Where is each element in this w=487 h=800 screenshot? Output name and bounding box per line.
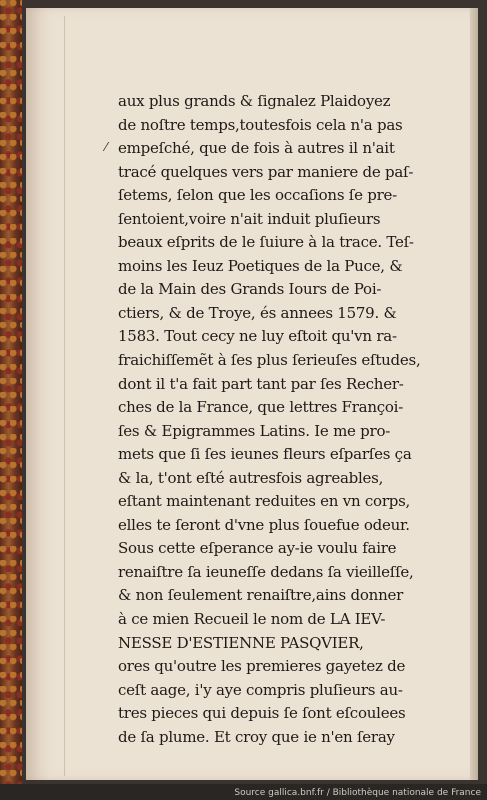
text-line: Sous cette eſperance ay-ie voulu faire [118, 539, 397, 558]
text-line: aux plus grands & ſignalez Plaidoyez [118, 92, 391, 110]
margin-mark: ⁄ [105, 140, 108, 154]
text-line: renaiſtre ſa ieuneſſe dedans ſa vieilleſſe, [118, 562, 414, 581]
text-line: mets que ſi ſes ieunes fleurs eſparſes ça [118, 445, 412, 464]
text-line: fraichiſſemẽt à ſes plus ſerieuſes eſtudes, [118, 351, 421, 370]
text-line: moins les Ieuz Poetiques de la Puce, & [118, 256, 403, 275]
text-line: ores qu'outre les premieres gayetez de [118, 657, 406, 676]
text-line: 1583. Tout cecy ne luy eſtoit qu'vn ra- [118, 327, 397, 346]
text-line: ſes & Epigrammes Latins. Ie me pro- [118, 421, 391, 440]
page-text [118, 90, 464, 749]
text-line: ſentoient,voire n'ait induit pluſieurs [118, 209, 381, 228]
text-line: tracé quelques vers par maniere de paſ- [118, 162, 414, 181]
text-line: ceſt aage, i'y aye compris pluſieurs au- [118, 680, 403, 699]
text-line: de la Main des Grands Iours de Poi- [118, 280, 382, 299]
text-line: empeſché, que de fois à autres il n'ait [118, 139, 395, 158]
text-line: de ſa plume. Et croy que ie n'en ſeray [118, 727, 395, 746]
text-line: ctiers, & de Troye, és annees 1579. & [118, 303, 397, 322]
text-line: tres pieces qui depuis ſe ſont eſcoulees [118, 704, 406, 723]
text-line: ches de la France, que lettres Françoi- [118, 398, 404, 417]
text-line: elles te ſeront d'vne plus ſouefue odeur. [118, 515, 410, 534]
text-line: & non ſeulement renaiſtre,ains donner [118, 586, 404, 605]
text-line: dont il t'a fait part tant par ſes Recher- [118, 374, 404, 393]
viewer-footer [0, 784, 487, 800]
source-credit: Source gallica.bnf.fr / Bibliothèque nationale de France [234, 788, 481, 798]
text-line: NESSE D'ESTIENNE PASQVIER, [118, 633, 364, 652]
page-edge [470, 8, 478, 780]
text-line: ſetems, ſelon que les occaſions ſe pre- [118, 186, 397, 205]
text-line: & la, t'ont eſté autresfois agreables, [118, 468, 384, 487]
text-line: de noſtre temps,toutesfois cela n'a pas [118, 115, 403, 134]
text-line: à ce mien Recueil le nom de LA IEV- [118, 610, 386, 629]
page-margin-shadow [64, 16, 65, 776]
text-line: eſtant maintenant reduites en vn corps, [118, 492, 411, 511]
text-line: beaux eſprits de le ſuiure à la trace. Teſ- [118, 233, 414, 252]
marbled-cover-edge [0, 0, 22, 784]
